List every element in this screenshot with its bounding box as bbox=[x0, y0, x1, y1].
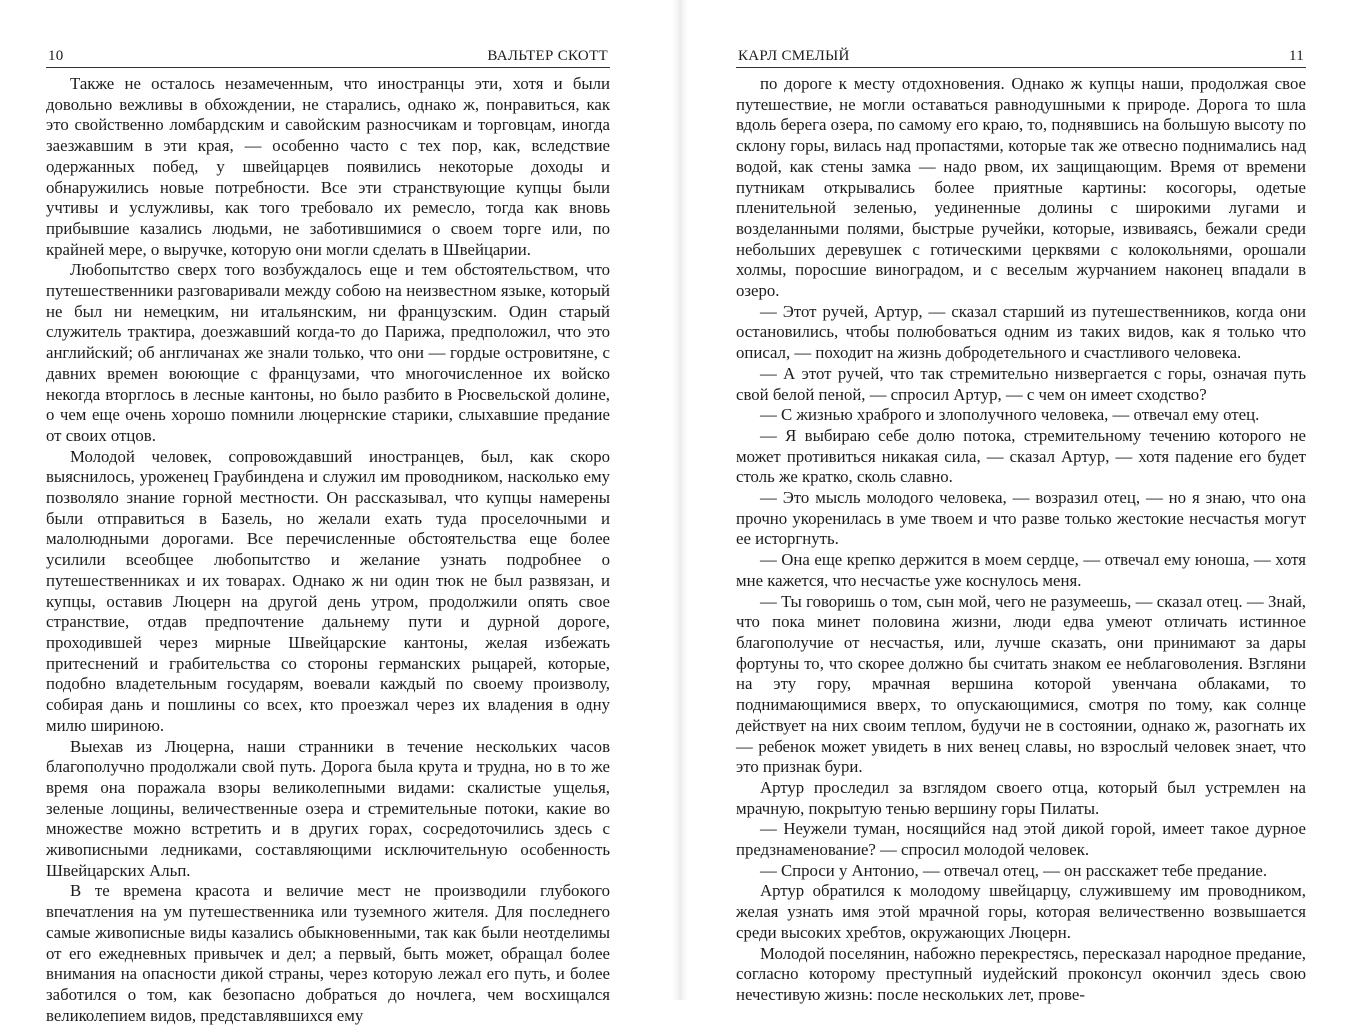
paragraph: Выехав из Люцерна, наши странники в течение нескольких часов благополучно продолжали свой путь. Дорога была крута и трудна, но в то же время она поражала взоры великолепными видами: скалистые ущелья, зеленые лощины, величественные озера и стремительные потоки, какие во множестве можно встретить и в других горах, сосредоточились здесь с живописными ледниками, составляющими исключительную особенность Швейцарских Альп. bbox=[46, 736, 610, 880]
paragraph: — Спроси у Антонио, — отвечал отец, — он расскажет тебе предание. bbox=[760, 860, 1268, 880]
paragraph: Артур проследил за взглядом своего отца, который был устремлен на мрачную, покрытую тенью вершину горы Пилаты. bbox=[736, 777, 1306, 818]
paragraph: — Это мысль молодого человека, — возразил отец, — но я знаю, что она прочно укоренилась в уме твоем и что разве только жестокие несчастья могут ее исторгнуть. bbox=[736, 488, 1306, 549]
left-page-header bbox=[46, 44, 610, 68]
page-number: 11 bbox=[1288, 48, 1304, 64]
right-page-header bbox=[736, 44, 1306, 68]
paragraph: Также не осталось незамеченным, что иностранцы эти, хотя и были довольно вежливы в обхождении, не старались, однако ж, понравиться, как это свойственно ломбардским и савойским разносчикам и торговцам, иногда заезжавшим в эти края, — особенно часто с тех пор, как, вследствие одержанных побед, у швейцарцев появились некоторые доходы и обнаружились новые потребности. Все эти странствующие купцы были учтивы и услужливы, как того требовало их ремесло, тогда как вновь прибывшие казались людьми, не заботившимися о своем торге или, по крайней мере, о выручке, которую они могли сделать в Швейцарии. bbox=[46, 74, 610, 259]
right-page-body bbox=[736, 74, 1306, 1006]
paragraph: Любопытство сверх того возбуждалось еще и тем обстоятельством, что путешественники разговаривали между собою на неизвестном языке, который не был ни немецким, ни итальянским, ни французским. Один старый служитель трактира, доезжавший когда-то до Парижа, предположил, что это английский; об англичанах же знали только, что они — гордые островитяне, с давних времен воюющие с французами, что многочисленное их войско некогда вторглось в лесные кантоны, но было разбито в Рюсвельской долине, о чем еще очень хорошо помнили люцернские старики, слыхавшие предание от своих отцов. bbox=[46, 260, 610, 445]
left-page-body bbox=[46, 74, 610, 1026]
paragraph: — Ты говоришь о том, сын мой, чего не разумеешь, — сказал отец. — Знай, что пока минет половина жизни, люди едва умеют отличать истинное благополучие от несчастья, или, лучше сказать, они принимают за дары фортуны то, что скорее должно бы считать знаком ее неблаговоления. Взгляни на эту гору, мрачная вершина которой увенчана облаками, то поднимающимися вверх, то опускающимися, смотря по тому, как солнце действует на них своим теплом, будучи не в состоянии, однако ж, разогнать их — ребенок может увидеть в них венец славы, но взрослый человек знает, что это признак бури. bbox=[736, 591, 1306, 777]
header-rule bbox=[46, 67, 610, 68]
paragraph: Молодой человек, сопровождавший иностранцев, был, как скоро выяснилось, уроженец Граубиндена и служил им проводником, насколько ему позволяло знание горной местности. Он рассказывал, что купцы намерены были отправиться в Базель, но желали ехать туда проселочными и малолюдными дорогами. Все перечисленные обстоятельства еще более усилили всеобщее любопытство и желание узнать подробнее о путешественниках и их товарах. Однако ж ни один тюк не был развязан, и купцы, оставив Люцерн на другой день утром, продолжили опять свое странствие, отдав предпочтение дальнему пути и дурной дороге, проходившей через мирные Швейцарские кантоны, желая избежать притеснений и грабительства со стороны германских рыцарей, которые, подобно владетельным государям, воевали каждый по своему произволу, собирая дань и пошлины со всех, кто проезжал через их владения в одну милю шириною. bbox=[46, 446, 610, 735]
paragraph: В те времена красота и величие мест не производили глубокого впечатления на ум путешественника или туземного жителя. Для последнего самые живописные виды казались обыкновенными, так как были неотделимы от его ежедневных привычек и дел; а первый, быть может, обращал более внимания на опасности дикой страны, через которую лежал его путь, и более заботился о том, как безопасно добраться до ночлега, чем восхищался великолепием видов, представлявшихся ему bbox=[46, 881, 610, 1025]
paragraph: — Она еще крепко держится в моем сердце, — отвечал ему юноша, — хотя мне кажется, что несчастье уже коснулось меня. bbox=[736, 550, 1306, 590]
header-rule bbox=[736, 67, 1306, 68]
page-number: 10 bbox=[48, 48, 64, 64]
paragraph: — С жизнью храброго и злополучного человека, — отвечал ему отец. bbox=[760, 405, 1260, 425]
paragraph: по дороге к месту отдохновения. Однако ж купцы наши, продолжая свое путешествие, не могли оставаться равнодушными к природе. Дорога то шла вдоль берега озера, по самому его краю, то, поднявшись на большую высоту по склону горы, вилась над пропастями, которые так же отвесно поднимались над водой, как стены замка — надо рвом, их защищающим. Время от времени путникам открывались более приятные картины: косогоры, одетые пленительной зеленью, уединенные долины с широкими лугами и возделанными полями, быстрые ручейки, которые, извиваясь, бежали среди небольших деревушек с готическими церквями с колокольнями, орошали холмы, поросшие виноградом, и с веселым журчанием наконец впадали в озеро. bbox=[736, 74, 1306, 301]
right-page bbox=[680, 0, 1354, 1004]
paragraph: Молодой поселянин, набожно перекрестясь, пересказал народное предание, согласно которому преступный иудейский проконсул окончил здесь свою нечестивую жизнь: после нескольких лет, прове- bbox=[736, 943, 1306, 1004]
paragraph: Артур обратился к молодому швейцарцу, служившему им проводником, желая узнать имя этой мрачной горы, которая величественно возвышается среди высоких хребтов, окружающих Люцерн. bbox=[736, 881, 1306, 942]
paragraph: — Я выбираю себе долю потока, стремительному течению которого не может противиться никакая сила, — сказал Артур, — хотя падение его будет столь же кратко, сколь славно. bbox=[736, 425, 1306, 487]
running-head: КАРЛ СМЕЛЫЙ bbox=[738, 48, 850, 64]
paragraph: — А этот ручей, что так стремительно низвергается с горы, означая путь свой белой пеной, — спросил Артур, — с чем он имеет сходство? bbox=[736, 363, 1306, 404]
paragraph: — Неужели туман, носящийся над этой дикой горой, имеет такое дурное предзнаменование? — спросил молодой человек. bbox=[736, 819, 1306, 860]
running-head: ВАЛЬТЕР СКОТТ bbox=[487, 48, 608, 64]
paragraph: — Этот ручей, Артур, — сказал старший из путешественников, когда они остановились, чтобы полюбоваться одним из таких видов, как я только что описал, — походит на жизнь добродетельного и счастливого человека. bbox=[736, 301, 1306, 363]
